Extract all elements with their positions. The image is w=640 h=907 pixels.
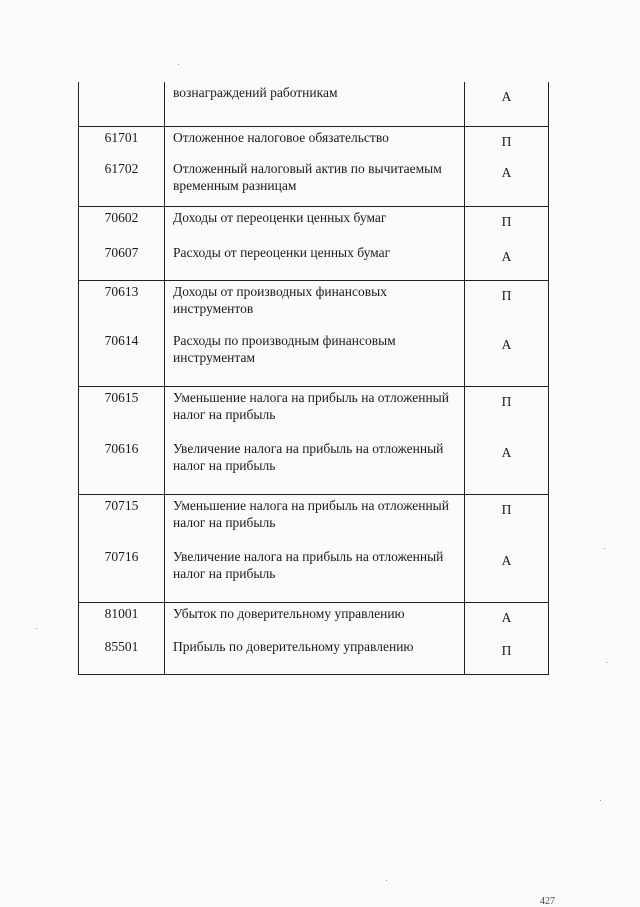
account-code: 85501 bbox=[79, 636, 165, 674]
account-code: 70613 bbox=[79, 280, 165, 330]
account-name: Прибыль по доверительному управлению bbox=[165, 636, 465, 674]
account-name: Доходы от переоценки ценных бумаг bbox=[165, 206, 465, 242]
account-code: 70602 bbox=[79, 206, 165, 242]
account-type: П bbox=[465, 126, 549, 158]
table-row bbox=[79, 206, 549, 242]
account-name: Увеличение налога на прибыль на отложенный налог на прибыль bbox=[165, 438, 465, 494]
account-code: 81001 bbox=[79, 602, 165, 636]
account-type: А bbox=[465, 546, 549, 602]
account-code: 70616 bbox=[79, 438, 165, 494]
account-type: П bbox=[465, 206, 549, 242]
scan-speck bbox=[386, 880, 387, 881]
account-name: Отложенный налоговый актив по вычитаемым временным разницам bbox=[165, 158, 465, 206]
account-name: Отложенное налоговое обязательство bbox=[165, 126, 465, 158]
table-row bbox=[79, 636, 549, 674]
account-name: Расходы по производным финансовым инструментам bbox=[165, 330, 465, 386]
scan-speck bbox=[600, 800, 601, 801]
scan-speck bbox=[36, 628, 37, 629]
account-name: вознаграждений работникам bbox=[165, 82, 465, 126]
table-row bbox=[79, 494, 549, 546]
account-type: П bbox=[465, 280, 549, 330]
page-number: 427 bbox=[540, 896, 555, 907]
scan-speck bbox=[604, 548, 605, 549]
account-type: А bbox=[465, 602, 549, 636]
account-code: 70715 bbox=[79, 494, 165, 546]
table-row bbox=[79, 280, 549, 330]
table-row bbox=[79, 158, 549, 206]
account-name: Расходы от переоценки ценных бумаг bbox=[165, 242, 465, 280]
table-row bbox=[79, 546, 549, 602]
account-type: А bbox=[465, 158, 549, 206]
account-type: А bbox=[465, 330, 549, 386]
account-name: Уменьшение налога на прибыль на отложенный налог на прибыль bbox=[165, 386, 465, 438]
account-name: Доходы от производных финансовых инструментов bbox=[165, 280, 465, 330]
account-code: 70716 bbox=[79, 546, 165, 602]
table-row bbox=[79, 330, 549, 386]
account-code: 61702 bbox=[79, 158, 165, 206]
table-row bbox=[79, 438, 549, 494]
account-name: Уменьшение налога на прибыль на отложенный налог на прибыль bbox=[165, 494, 465, 546]
table-row bbox=[79, 82, 549, 126]
account-type: А bbox=[465, 82, 549, 126]
account-code: 70614 bbox=[79, 330, 165, 386]
account-type: А bbox=[465, 242, 549, 280]
table-row bbox=[79, 126, 549, 158]
table-row bbox=[79, 242, 549, 280]
account-code: 70607 bbox=[79, 242, 165, 280]
account-name: Увеличение налога на прибыль на отложенный налог на прибыль bbox=[165, 546, 465, 602]
table-row bbox=[79, 602, 549, 636]
account-type: П bbox=[465, 386, 549, 438]
account-type: П bbox=[465, 636, 549, 674]
table-row bbox=[79, 386, 549, 438]
account-code bbox=[79, 82, 165, 126]
account-code: 61701 bbox=[79, 126, 165, 158]
account-type: А bbox=[465, 438, 549, 494]
accounts-table bbox=[78, 82, 549, 675]
scan-speck bbox=[178, 64, 179, 65]
account-code: 70615 bbox=[79, 386, 165, 438]
account-name: Убыток по доверительному управлению bbox=[165, 602, 465, 636]
scan-speck bbox=[606, 662, 607, 663]
account-type: П bbox=[465, 494, 549, 546]
